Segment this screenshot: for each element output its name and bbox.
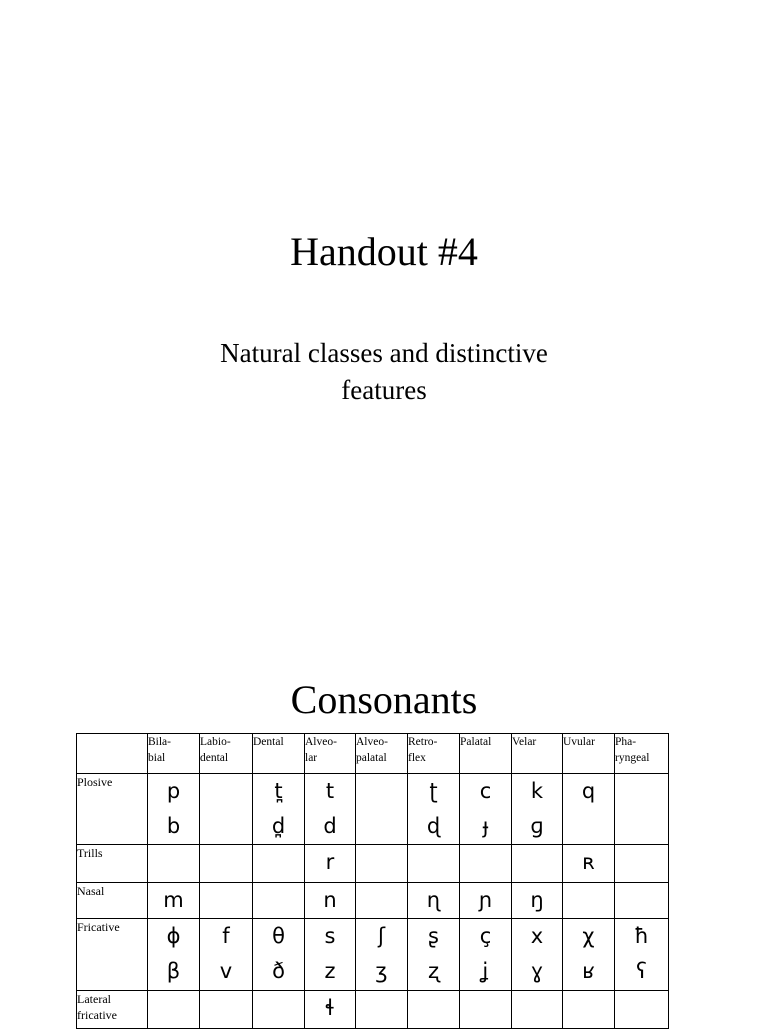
ipa-symbol: d [323, 814, 337, 838]
symbol-cell [512, 845, 563, 883]
handout-subtitle: Natural classes and distinctive features [220, 338, 548, 405]
ipa-symbol: b [166, 814, 181, 838]
ipa-symbol: ɲ [478, 888, 493, 912]
ipa-symbol [200, 845, 252, 880]
ipa-symbol: θ [272, 924, 285, 948]
column-header: Bila- bial [148, 734, 200, 774]
ipa-symbol [253, 845, 304, 880]
ipa-symbol: ʁ [582, 959, 595, 983]
table-row [77, 991, 669, 1029]
column-header: Uvular [563, 734, 615, 774]
ipa-symbol [512, 991, 562, 1026]
ipa-symbol [356, 845, 407, 880]
symbol-cell [460, 919, 512, 991]
symbol-cell [408, 883, 460, 919]
ipa-symbol [200, 991, 252, 1026]
ipa-symbol [200, 809, 252, 844]
symbol-cell [563, 845, 615, 883]
ipa-symbol [200, 774, 252, 809]
ipa-symbol [356, 809, 407, 844]
ipa-symbol [200, 883, 252, 918]
column-header: Labio- dental [200, 734, 253, 774]
ipa-symbol: ʃ [377, 924, 386, 948]
ipa-symbol: t [325, 779, 335, 803]
symbol-cell [200, 845, 253, 883]
ipa-symbol: ʝ [482, 959, 489, 983]
ipa-symbol: x [530, 924, 544, 948]
ipa-symbol: ɟ [482, 814, 489, 838]
symbol-cell [615, 774, 669, 845]
table-row [77, 774, 669, 845]
ipa-symbol: ɡ [530, 814, 544, 838]
symbol-cell [615, 845, 669, 883]
ipa-symbol [460, 991, 511, 1026]
ipa-symbol [356, 774, 407, 809]
symbol-cell [563, 991, 615, 1029]
symbol-cell [563, 919, 615, 991]
row-label: Lateral fricative [77, 991, 148, 1029]
ipa-symbol [356, 883, 407, 918]
column-header: Alveo- lar [305, 734, 356, 774]
symbol-cell [253, 883, 305, 919]
ipa-symbol: ʂ [428, 924, 439, 948]
ipa-symbol [615, 845, 668, 880]
ipa-symbol: r [325, 850, 335, 874]
ipa-symbol: q [581, 779, 596, 803]
ipa-symbol: t̪ [274, 779, 283, 803]
ipa-symbol [615, 809, 668, 844]
column-header: Retro- flex [408, 734, 460, 774]
ipa-symbol: ʈ [429, 779, 438, 803]
symbol-cell [615, 919, 669, 991]
symbol-cell [356, 845, 408, 883]
symbol-cell [408, 991, 460, 1029]
symbol-cell [253, 845, 305, 883]
row-label: Trills [77, 845, 148, 883]
symbol-cell [408, 774, 460, 845]
header-corner-cell [77, 734, 148, 774]
symbol-cell [460, 845, 512, 883]
ipa-symbol [253, 883, 304, 918]
ipa-symbol: s [324, 924, 336, 948]
symbol-cell [563, 883, 615, 919]
symbol-cell [200, 883, 253, 919]
symbol-cell [615, 883, 669, 919]
ipa-symbol: v [219, 959, 233, 983]
symbol-cell [253, 919, 305, 991]
table-row [77, 845, 669, 883]
ipa-symbol [563, 809, 614, 844]
symbol-cell [253, 774, 305, 845]
ipa-symbol: ç [479, 924, 492, 948]
symbol-cell [408, 845, 460, 883]
consonant-chart-table [76, 733, 669, 1029]
consonants-heading: Consonants [290, 677, 478, 722]
ipa-symbol: ð [272, 959, 285, 983]
symbol-cell [148, 919, 200, 991]
symbol-cell [305, 774, 356, 845]
symbol-cell [563, 774, 615, 845]
ipa-symbol: k [530, 779, 544, 803]
symbol-cell [200, 774, 253, 845]
ipa-symbol: ŋ [530, 888, 544, 912]
symbol-cell [305, 991, 356, 1029]
symbol-cell [512, 774, 563, 845]
ipa-symbol: ʀ [582, 850, 595, 874]
symbol-cell [356, 774, 408, 845]
column-header: Pha- ryngeal [615, 734, 669, 774]
symbol-cell [200, 919, 253, 991]
column-header: Velar [512, 734, 563, 774]
ipa-symbol [615, 991, 668, 1026]
ipa-symbol [148, 845, 199, 880]
row-label: Plosive [77, 774, 148, 845]
ipa-symbol: ʕ [636, 959, 647, 983]
ipa-symbol: χ [582, 924, 595, 948]
ipa-symbol: p [166, 779, 181, 803]
symbol-cell [512, 883, 563, 919]
ipa-symbol: ɖ [426, 814, 441, 838]
symbol-cell [408, 919, 460, 991]
symbol-cell [615, 991, 669, 1029]
symbol-cell [356, 883, 408, 919]
ipa-symbol: f [222, 924, 230, 948]
ipa-symbol: ɬ [324, 996, 336, 1020]
ipa-symbol [460, 845, 511, 880]
row-label: Nasal [77, 883, 148, 919]
ipa-symbol: z [324, 959, 336, 983]
ipa-symbol: ɣ [530, 959, 544, 983]
symbol-cell [460, 883, 512, 919]
column-header: Palatal [460, 734, 512, 774]
symbol-cell [253, 991, 305, 1029]
symbol-cell [305, 919, 356, 991]
ipa-symbol: ħ [634, 924, 649, 948]
ipa-symbol [408, 845, 459, 880]
ipa-symbol: n [323, 888, 337, 912]
ipa-symbol: d̪ [271, 814, 286, 838]
symbol-cell [148, 845, 200, 883]
symbol-cell [148, 991, 200, 1029]
ipa-symbol: ɸ [166, 924, 181, 948]
ipa-symbol: ɳ [426, 888, 441, 912]
table-row [77, 919, 669, 991]
ipa-symbol [512, 845, 562, 880]
symbol-cell [148, 774, 200, 845]
ipa-symbol [356, 991, 407, 1026]
symbol-cell [356, 991, 408, 1029]
ipa-symbol: ʒ [375, 959, 388, 983]
symbol-cell [356, 919, 408, 991]
symbol-cell [305, 883, 356, 919]
ipa-symbol: m [163, 888, 184, 912]
ipa-symbol [408, 991, 459, 1026]
symbol-cell [148, 883, 200, 919]
ipa-symbol: c [479, 779, 492, 803]
symbol-cell [512, 919, 563, 991]
ipa-symbol [148, 991, 199, 1026]
ipa-symbol [563, 883, 614, 918]
symbol-cell [512, 991, 563, 1029]
column-header: Dental [253, 734, 305, 774]
ipa-symbol [615, 883, 668, 918]
header-row [77, 734, 669, 774]
ipa-symbol [563, 991, 614, 1026]
ipa-symbol: ʐ [427, 959, 440, 983]
ipa-symbol: β [166, 959, 181, 983]
table-row [77, 883, 669, 919]
ipa-symbol [253, 991, 304, 1026]
symbol-cell [460, 991, 512, 1029]
row-label: Fricative [77, 919, 148, 991]
symbol-cell [200, 991, 253, 1029]
handout-title: Handout #4 [290, 229, 478, 274]
symbol-cell [305, 845, 356, 883]
ipa-symbol [615, 774, 668, 809]
column-header: Alveo- palatal [356, 734, 408, 774]
symbol-cell [460, 774, 512, 845]
